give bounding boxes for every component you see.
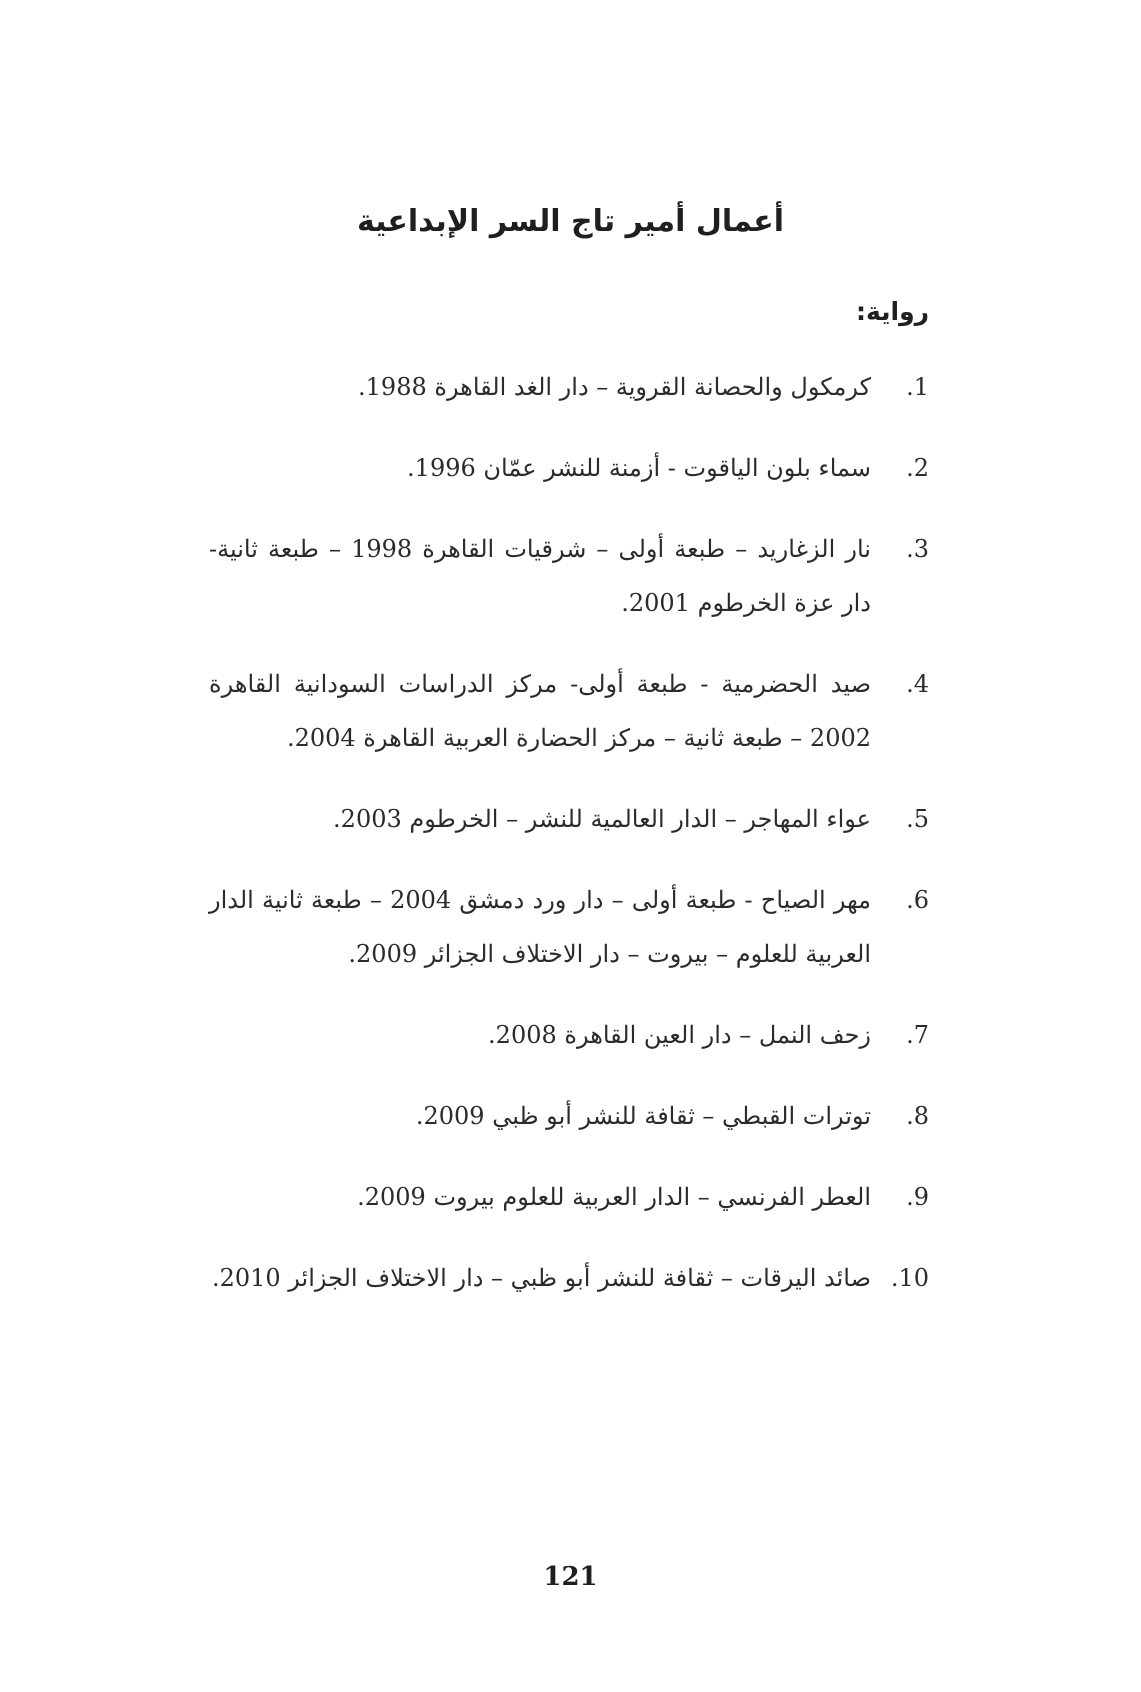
list-item-number: 4. [906, 670, 929, 698]
list-item-text: مهر الصياح - طبعة أولى – دار ورد دمشق 2004 – طبعة ثانية الدار العربية للعلوم – بيروت – دار الاختلاف الجزائر 2009. [209, 886, 872, 968]
list-item-text: العطر الفرنسي – الدار العربية للعلوم بيروت 2009. [357, 1183, 871, 1211]
works-list [209, 360, 929, 1332]
list-item [209, 522, 929, 630]
list-item-number: 7. [906, 1021, 929, 1049]
page-title: أعمال أمير تاج السر الإبداعية [356, 204, 785, 239]
list-item-text: زحف النمل – دار العين القاهرة 2008. [488, 1021, 871, 1049]
list-item-text: نار الزغاريد – طبعة أولى – شرقيات القاهرة 1998 – طبعة ثانية- دار عزة الخرطوم 2001. [209, 535, 871, 617]
list-item-text: عواء المهاجر – الدار العالمية للنشر – الخرطوم 2003. [333, 805, 871, 833]
list-item-number: 10. [890, 1264, 929, 1292]
list-item [209, 360, 929, 414]
list-item-number: 8. [906, 1102, 929, 1130]
section-heading-novel: رواية: [855, 297, 929, 326]
list-item-text: سماء بلون الياقوت - أزمنة للنشر عمّان 1996. [407, 454, 871, 482]
list-item-number: 1. [906, 373, 929, 401]
list-item-text: صائد اليرقات – ثقافة للنشر أبو ظبي – دار الاختلاف الجزائر 2010. [211, 1264, 871, 1292]
list-item-number: 3. [906, 535, 929, 563]
list-item [209, 792, 929, 846]
page-number: 121 [543, 1562, 598, 1592]
list-item-number: 5. [906, 805, 929, 833]
list-item [209, 1008, 929, 1062]
list-item [209, 441, 929, 495]
list-item-number: 6. [906, 886, 929, 914]
list-item [209, 657, 929, 765]
list-item-text: كرمكول والحصانة القروية – دار الغد القاهرة 1988. [358, 373, 871, 401]
list-item [209, 1170, 929, 1224]
list-item-text: توترات القبطي – ثقافة للنشر أبو ظبي 2009. [415, 1102, 871, 1130]
list-item-text: صيد الحضرمية - طبعة أولى- مركز الدراسات السودانية القاهرة 2002 – طبعة ثانية – مركز الحضارة العربية القاهرة 2004. [209, 670, 871, 752]
list-item-number: 9. [906, 1183, 929, 1211]
list-item-number: 2. [906, 454, 929, 482]
list-item [209, 1251, 929, 1305]
list-item [209, 1089, 929, 1143]
list-item [209, 873, 929, 981]
